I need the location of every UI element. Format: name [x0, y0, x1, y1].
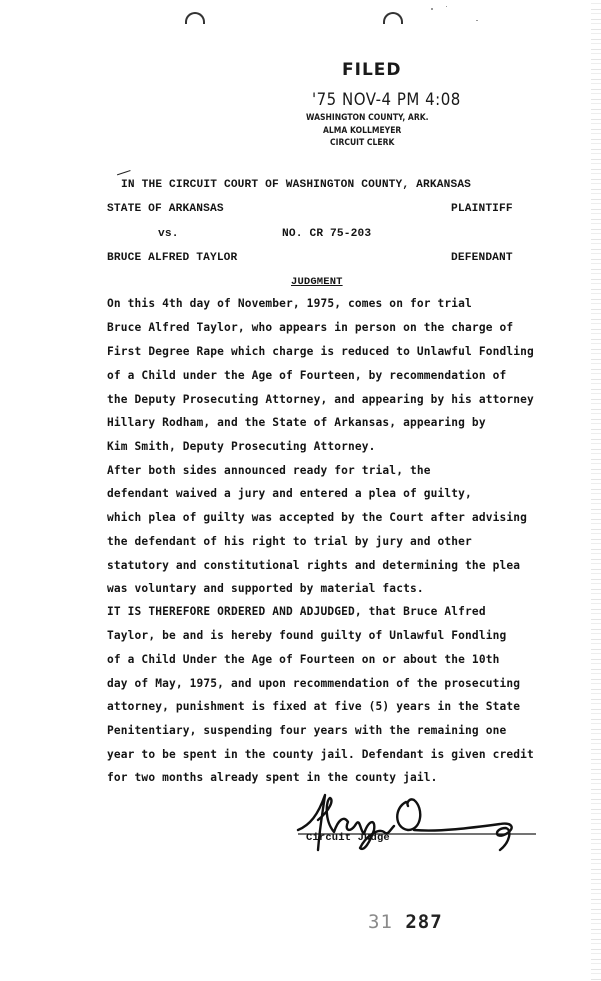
court-heading: IN THE CIRCUIT COURT OF WASHINGTON COUNTY, ARKANSAS	[121, 179, 472, 191]
filed-stamp-clerk-title: CIRCUIT CLERK	[330, 138, 395, 148]
body-line: Taylor, be and is hereby found guilty of Unlawful Fondling	[107, 629, 507, 642]
scan-speck	[476, 20, 478, 21]
book-number: 31	[368, 911, 393, 933]
body-line: Penitentiary, suspending four years with the remaining one	[107, 724, 507, 737]
body-line: Bruce Alfred Taylor, who appears in person on the charge of	[107, 321, 514, 334]
filed-stamp-time: '75 NOV-4 PM 4:08	[312, 88, 461, 110]
body-line: the defendant of his right to trial by jury and other	[107, 535, 472, 548]
versus-text: vs.	[158, 228, 179, 240]
document-title: JUDGMENT	[291, 276, 343, 288]
book-page-number	[368, 911, 443, 933]
filed-stamp-title: FILED	[342, 60, 402, 80]
punch-hole-left	[185, 12, 205, 24]
body-line: Hillary Rodham, and the State of Arkansas, appearing by	[107, 416, 486, 429]
body-line: of a Child under the Age of Fourteen, by recommendation of	[107, 369, 507, 382]
body-line: attorney, punishment is fixed at five (5) years in the State	[107, 700, 521, 713]
body-line: IT IS THEREFORE ORDERED AND ADJUDGED, that Bruce Alfred	[107, 605, 486, 618]
body-line: the Deputy Prosecuting Attorney, and appearing by his attorney	[107, 393, 534, 406]
plaintiff-label: PLAINTIFF	[451, 203, 513, 215]
page-number: 287	[405, 911, 443, 933]
plaintiff-name: STATE OF ARKANSAS	[107, 203, 224, 215]
case-number: NO. CR 75-203	[282, 228, 372, 240]
body-line: defendant waived a jury and entered a plea of guilty,	[107, 487, 472, 500]
scan-speck	[431, 8, 433, 10]
signature-label: Circuit Judge	[306, 832, 390, 844]
scan-edge-noise	[591, 0, 601, 981]
body-line: of a Child Under the Age of Fourteen on or about the 10th	[107, 653, 500, 666]
defendant-label: DEFENDANT	[451, 252, 513, 264]
body-line: On this 4th day of November, 1975, comes on for trial	[107, 297, 472, 310]
body-line: for two months already spent in the county jail.	[107, 771, 438, 784]
body-line: First Degree Rape which charge is reduced to Unlawful Fondling	[107, 345, 534, 358]
body-line: After both sides announced ready for trial, the	[107, 464, 431, 477]
filed-stamp-clerk-name: ALMA KOLLMEYER	[323, 126, 402, 136]
defendant-name: BRUCE ALFRED TAYLOR	[107, 252, 238, 264]
scan-speck	[446, 6, 447, 7]
body-line: Kim Smith, Deputy Prosecuting Attorney.	[107, 440, 376, 453]
body-line: year to be spent in the county jail. Defendant is given credit	[107, 748, 534, 761]
body-line: statutory and constitutional rights and determining the plea	[107, 559, 521, 572]
body-line: day of May, 1975, and upon recommendation of the prosecuting	[107, 677, 521, 690]
body-line: was voluntary and supported by material facts.	[107, 582, 424, 595]
filed-stamp-county: WASHINGTON COUNTY, ARK.	[306, 113, 429, 123]
punch-hole-right	[383, 12, 403, 24]
body-line: which plea of guilty was accepted by the Court after advising	[107, 511, 528, 524]
judge-signature	[290, 790, 540, 860]
